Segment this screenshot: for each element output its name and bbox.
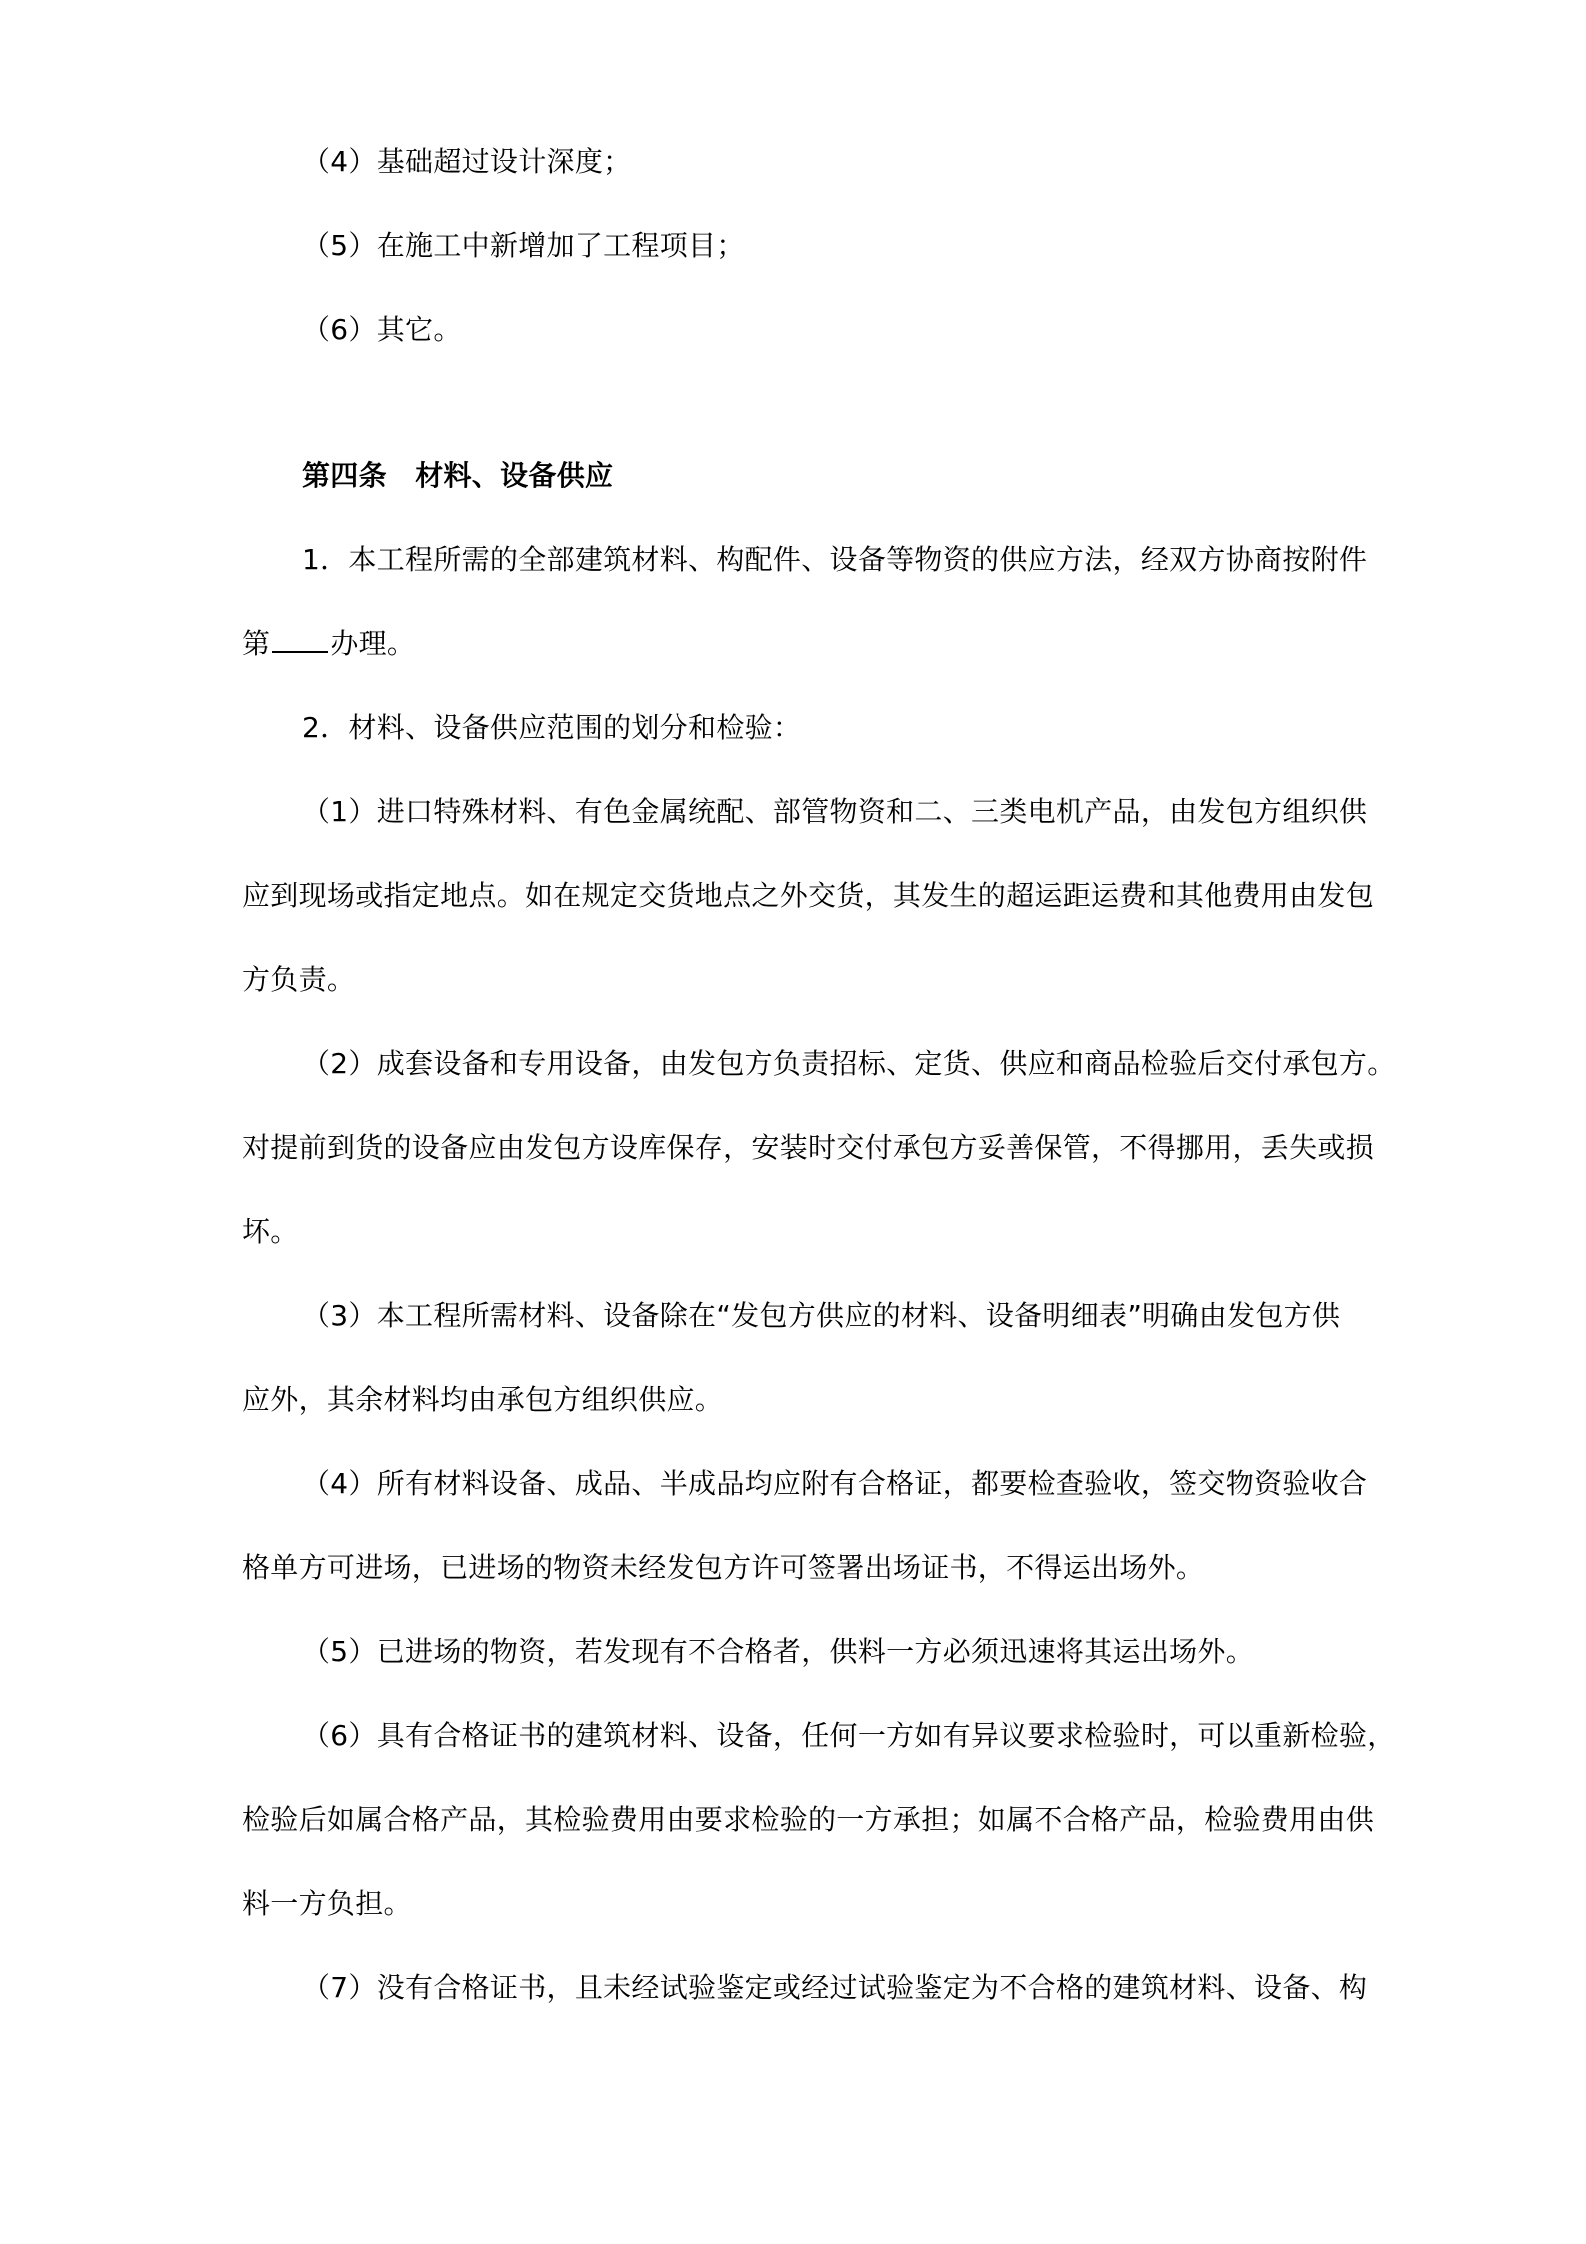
sub-6-line-1: （6）具有合格证书的建筑材料、设备，任何一方如有异议要求检验时，可以重新检验， xyxy=(302,1719,1396,1752)
sub-6-line-2: 检验后如属合格产品，其检验费用由要求检验的一方承担；如属不合格产品，检验费用由供 xyxy=(242,1803,1375,1836)
sub-2-line-3: 坏。 xyxy=(242,1215,299,1248)
sub-1-line-1: （1）进口特殊材料、有色金属统配、部管物资和二、三类电机产品，由发包方组织供 xyxy=(302,795,1368,828)
sub-7-line-1: （7）没有合格证书，且未经试验鉴定或经过试验鉴定为不合格的建筑材料、设备、构 xyxy=(302,1971,1368,2004)
article-4-heading: 第四条 材料、设备供应 xyxy=(302,459,614,492)
clause-2-heading: 2．材料、设备供应范围的划分和检验： xyxy=(302,711,802,744)
sub-1-line-2: 应到现场或指定地点。如在规定交货地点之外交货，其发生的超运距运费和其他费用由发包 xyxy=(242,879,1375,912)
sub-2-line-2: 对提前到货的设备应由发包方设库保存，安装时交付承包方妥善保管，不得挪用，丢失或损 xyxy=(242,1131,1375,1164)
fill-in-blank xyxy=(272,625,328,653)
clause-1-suffix: 办理。 xyxy=(330,627,416,660)
item-6-other: （6）其它。 xyxy=(302,313,462,346)
item-4-foundation-depth: （4）基础超过设计深度； xyxy=(302,145,632,178)
sub-1-line-3: 方负责。 xyxy=(242,963,356,996)
sub-4-line-2: 格单方可进场，已进场的物资未经发包方许可签署出场证书，不得运出场外。 xyxy=(242,1551,1205,1584)
sub-3-line-1: （3）本工程所需材料、设备除在“发包方供应的材料、设备明细表”明确由发包方供 xyxy=(302,1299,1341,1332)
sub-6-line-3: 料一方负担。 xyxy=(242,1887,412,1920)
sub-5-line-1: （5）已进场的物资，若发现有不合格者，供料一方必须迅速将其运出场外。 xyxy=(302,1635,1255,1668)
clause-1-line-2 xyxy=(242,624,415,664)
sub-4-line-1: （4）所有材料设备、成品、半成品均应附有合格证，都要检查验收，签交物资验收合 xyxy=(302,1467,1368,1500)
item-5-new-project: （5）在施工中新增加了工程项目； xyxy=(302,229,745,262)
clause-1-line-1: 1．本工程所需的全部建筑材料、构配件、设备等物资的供应方法，经双方协商按附件 xyxy=(302,543,1368,576)
sub-3-line-2: 应外，其余材料均由承包方组织供应。 xyxy=(242,1383,724,1416)
clause-1-prefix: 第 xyxy=(242,627,271,660)
sub-2-line-1: （2）成套设备和专用设备，由发包方负责招标、定货、供应和商品检验后交付承包方。 xyxy=(302,1047,1396,1080)
